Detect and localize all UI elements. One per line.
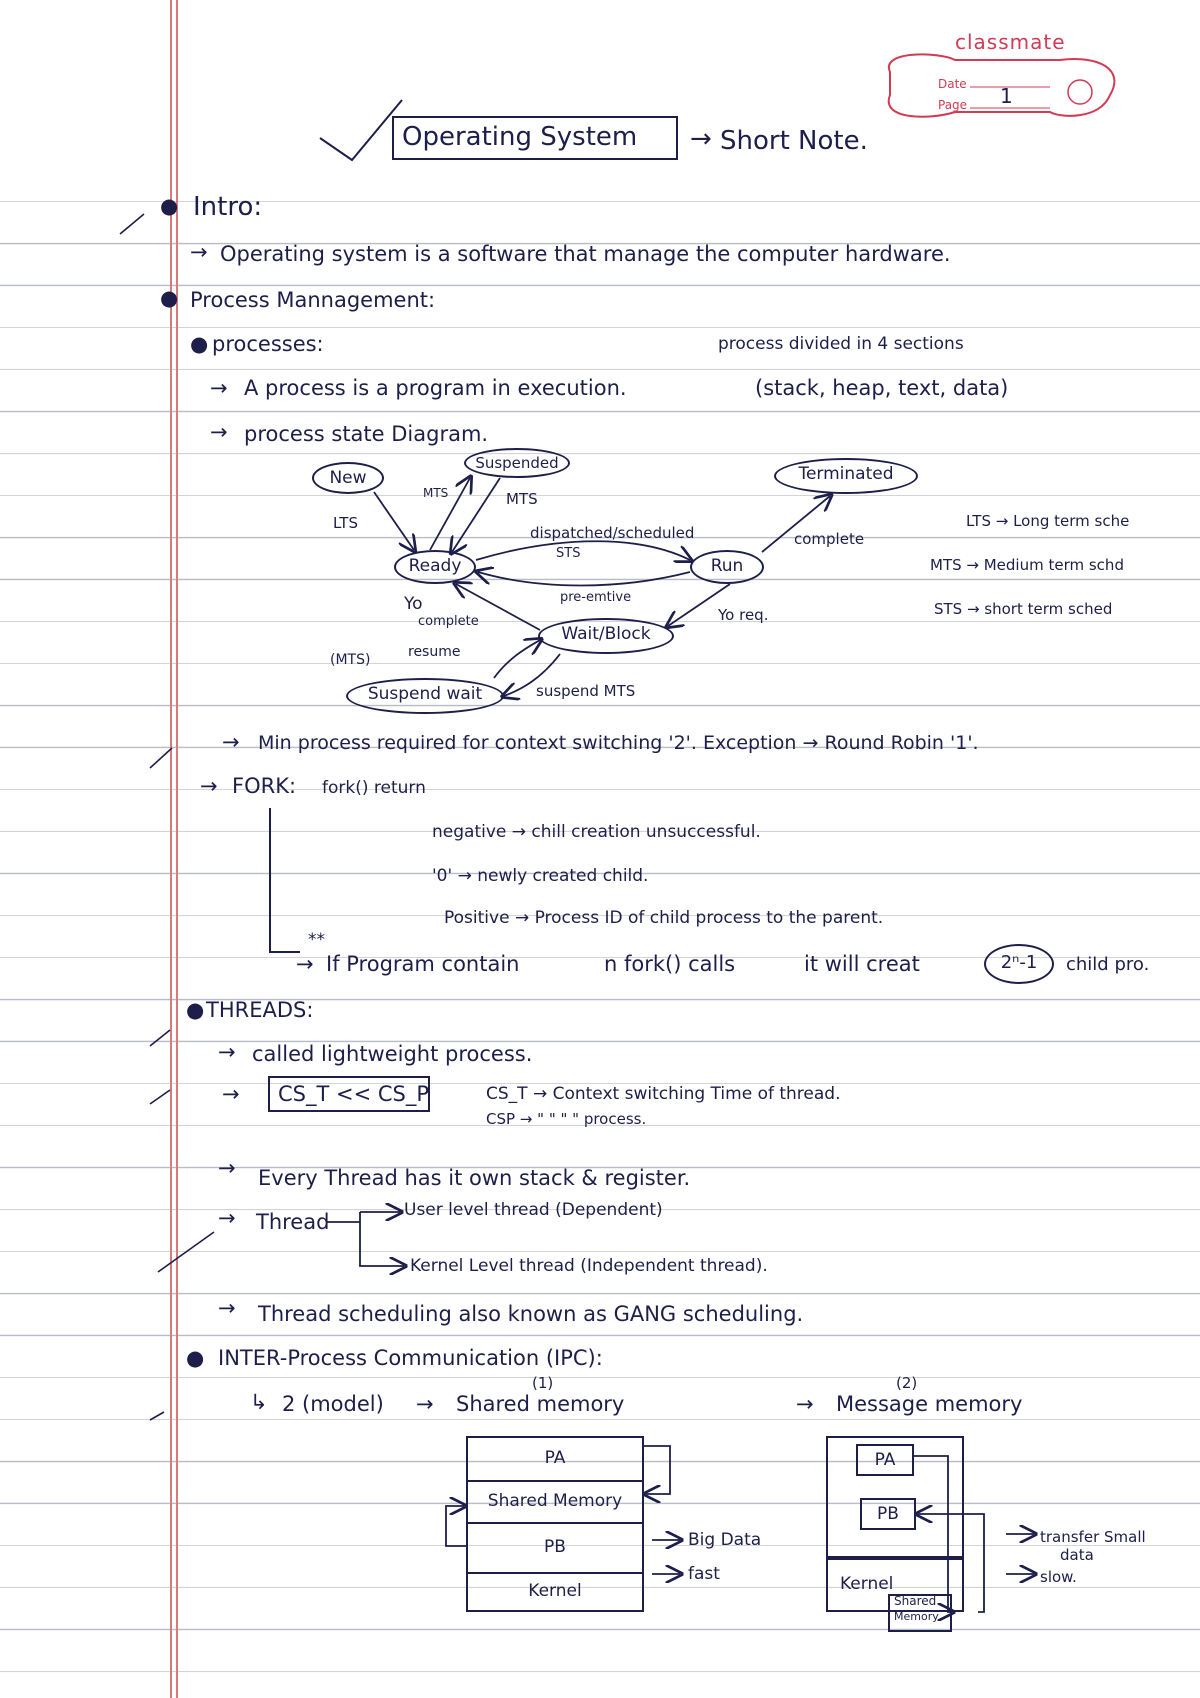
process-definition: A process is a program in execution. [244, 376, 627, 400]
context-switch-text: Min process required for context switching '2'. Exception → Round Robin '1'. [258, 732, 979, 754]
arrow-icon: → [218, 1040, 236, 1064]
fork-formula: 2ⁿ-1 [984, 944, 1054, 984]
arrow-icon: → [200, 774, 218, 798]
arrow-icon: → [210, 376, 228, 400]
edge-preemptive: pre-emtive [560, 590, 632, 605]
threads-stack: Every Thread has it own stack & register. [258, 1166, 691, 1190]
bullet-dot: ● [160, 194, 179, 218]
arrow-icon: → [222, 1082, 240, 1106]
shared-kernel-cell: Kernel [466, 1572, 644, 1612]
fast-label: fast [688, 1564, 720, 1584]
date-label: Date [938, 77, 967, 91]
edge-sts: STS [556, 546, 581, 561]
arrow-icon: → [796, 1392, 814, 1416]
state-suspended: Suspended [464, 448, 570, 478]
fork-program-end: child pro. [1066, 954, 1150, 975]
edge-complete: complete [794, 530, 865, 548]
arrow-icon: → [210, 420, 228, 444]
fork-returns: fork() return [322, 778, 426, 798]
arrow-icon: → [296, 952, 314, 976]
fork-program-calls: n fork() calls [604, 952, 736, 976]
state-terminated: Terminated [774, 458, 918, 494]
thread-scheduling: Thread scheduling also known as GANG scheduling. [258, 1302, 804, 1326]
intro-text: Operating system is a software that manage the computer hardware. [220, 242, 951, 266]
fork-marker: ** [308, 930, 325, 950]
title-rest: Short Note. [720, 126, 868, 156]
thread-label: Thread [256, 1210, 330, 1234]
intro-heading: Intro: [193, 192, 263, 222]
state-new: New [312, 462, 384, 494]
shared-memory-cell: Shared Memory [466, 1480, 644, 1524]
edge-mts-2: MTS [506, 490, 538, 508]
shared-pa-cell: PA [466, 1436, 644, 1482]
message-memory-label: Memory [894, 1610, 939, 1623]
arrow-icon: → [416, 1392, 434, 1416]
arrow-icon: → [190, 240, 208, 264]
cst-definition: CS_T → Context switching Time of thread. [486, 1084, 841, 1104]
edge-io-req: Yo req. [718, 606, 769, 624]
page-number: 1 [1000, 84, 1013, 108]
edge-lts: LTS [333, 514, 358, 532]
bullet-dot: ● [186, 998, 205, 1022]
threads-heading: THREADS: [206, 998, 314, 1022]
state-suspend-wait: Suspend wait [346, 678, 504, 714]
processes-heading: processes: [212, 332, 324, 356]
sections-list: (stack, heap, text, data) [755, 376, 1009, 400]
edge-mts-resume: (MTS) [330, 652, 371, 668]
title-boxed: Operating System [402, 122, 638, 152]
edge-resume: resume [408, 644, 461, 660]
arrow-icon: → [222, 730, 240, 754]
slow-label: slow. [1040, 1568, 1077, 1586]
fork-negative: negative → chill creation unsuccessful. [432, 822, 761, 842]
edge-dispatched: dispatched/scheduled [530, 524, 695, 542]
legend-lts: LTS → Long term sche [966, 512, 1130, 530]
state-wait-block: Wait/Block [538, 618, 674, 654]
threads-called: called lightweight process. [252, 1042, 533, 1066]
cs-boxed: CS_T << CS_P [278, 1082, 430, 1106]
sections-note: process divided in 4 sections [718, 334, 964, 354]
kernel-level-thread: Kernel Level thread (Independent thread). [410, 1256, 768, 1276]
arrow-icon: → [218, 1206, 236, 1230]
ipc-heading: INTER-Process Communication (IPC): [218, 1346, 603, 1370]
csp-definition: CSP → " " " " process. [486, 1110, 647, 1128]
edge-mts-1: MTS [423, 486, 449, 500]
edge-suspend-mts: suspend MTS [536, 682, 636, 700]
big-data-label: Big Data [688, 1530, 762, 1550]
transfer-data-label: data [1060, 1546, 1094, 1564]
fork-program-suffix: it will creat [804, 952, 920, 976]
shared-pb-cell: PB [466, 1522, 644, 1574]
page-label: Page [938, 98, 968, 112]
sub-bullet-dot: ● [190, 332, 209, 356]
ipc-num-1: (1) [532, 1374, 554, 1392]
arrow-icon: → [218, 1296, 236, 1320]
diagram-title: process state Diagram. [244, 422, 489, 446]
bullet-dot: ● [186, 1346, 205, 1370]
fork-positive: Positive → Process ID of child process to the parent. [444, 908, 884, 928]
edge-io: Yo [404, 594, 423, 614]
ipc-num-2: (2) [896, 1374, 918, 1392]
message-pb-cell: PB [860, 1498, 916, 1530]
state-ready: Ready [394, 550, 476, 584]
ipc-shared: Shared memory [456, 1392, 625, 1416]
corner-arrow-icon: ↳ [250, 1390, 268, 1414]
arrow-icon: → [218, 1156, 236, 1180]
user-level-thread: User level thread (Dependent) [404, 1200, 663, 1220]
message-shared-label: Shared [894, 1594, 937, 1608]
ipc-models: 2 (model) [282, 1392, 384, 1416]
message-kernel-label: Kernel [840, 1574, 894, 1594]
ipc-message: Message memory [836, 1392, 1023, 1416]
edge-io-complete: complete [418, 614, 479, 629]
title-arrow: → [690, 124, 712, 154]
brand-logo: classmate [955, 30, 1066, 54]
fork-program-prefix: If Program contain [326, 952, 520, 976]
fork-zero: '0' → newly created child. [432, 866, 649, 886]
legend-mts: MTS → Medium term schd [930, 556, 1124, 574]
process-management-heading: Process Mannagement: [190, 288, 436, 312]
bullet-dot: ● [160, 286, 179, 310]
legend-sts: STS → short term sched [934, 600, 1113, 618]
fork-label: FORK: [232, 774, 297, 798]
state-run: Run [690, 550, 764, 584]
transfer-small-label: transfer Small [1040, 1528, 1146, 1546]
message-pa-cell: PA [856, 1444, 914, 1476]
